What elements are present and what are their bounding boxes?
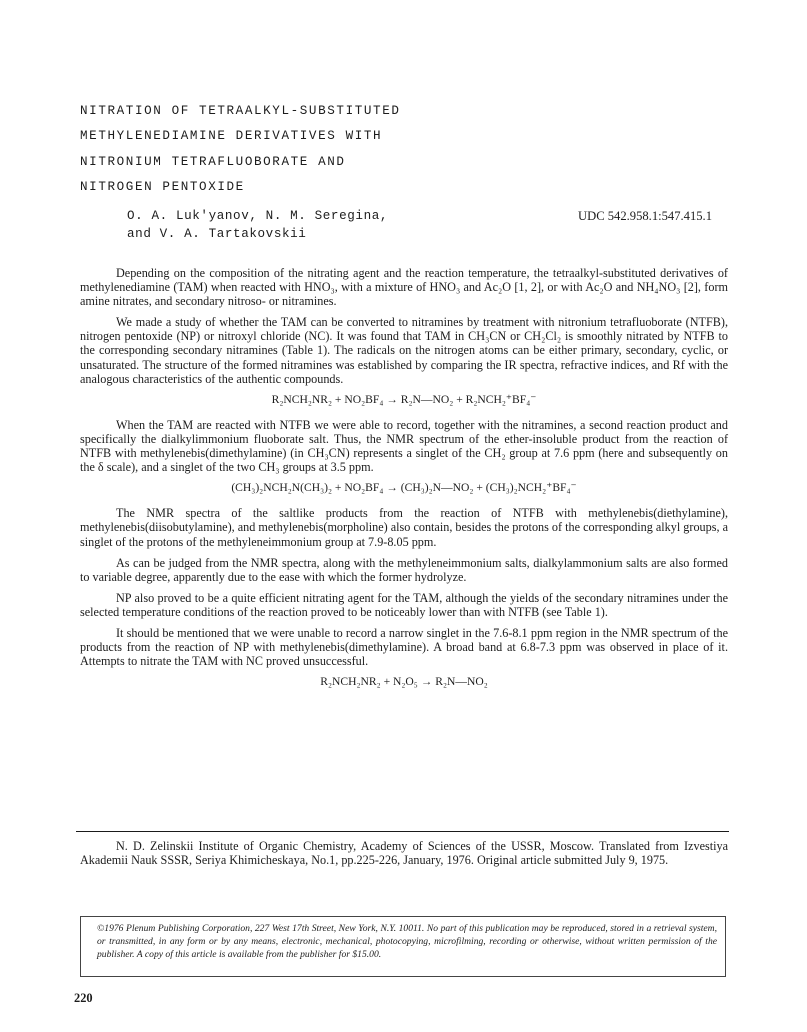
paragraph: Depending on the composition of the nitrating agent and the reaction temperature, the tetraalkyl-substituted derivatives of methylenediamine (TAM) when reacted with HNO₃, with a mixture of HNO₃ and Ac₂O [1, 2], or with Ac₂O and NH₄NO₃ [2], form amine nitrates, and secondary nitroso- or nitramines.	[80, 266, 728, 309]
reaction-equation: (CH₃)₂NCH₂N(CH₃)₂ + NO₂BF₄ → (CH₃)₂N—NO₂ + (CH₃)₂NCH₂⁺BF₄⁻	[231, 481, 577, 495]
footnote-divider	[76, 831, 729, 832]
author-line: O. A. Luk'yanov, N. M. Seregina,	[127, 209, 389, 223]
title-line: NITROGEN PENTOXIDE	[80, 179, 245, 194]
copyright-notice: ©1976 Plenum Publishing Corporation, 227 West 17th Street, New York, N.Y. 10011. No part of this publication may be reproduced, stored in a retrieval system, or transmitted, in any form or by any means, electronic, mechanical, photocopying, microfilming, recording or otherwise, without written permission of the publisher. A copy of this article is available from the publisher for $15.00.	[80, 916, 726, 977]
paragraph: When the TAM are reacted with NTFB we were able to record, together with the nitramines, a second reaction product and specifically the dialkylimmonium fluoborate salt. Thus, the NMR spectrum of the ether-insoluble product from the reaction of NTFB with methylenebis(dimethylamine) (in CH₃CN) represents a singlet of the CH₂ group at 7.6 ppm (here and subsequently on the δ scale), and a singlet of the two CH₃ groups at 3.5 ppm.	[80, 417, 728, 475]
page-number: 220	[74, 991, 93, 1005]
paragraph: As can be judged from the NMR spectra, along with the methyleneimmonium salts, dialkylammonium salts are also formed to variable degree, apparently due to the ease with which the former hydrolyze.	[80, 555, 728, 584]
reaction-equation: R₂NCH₂NR₂ + NO₂BF₄ → R₂N—NO₂ + R₂NCH₂⁺BF₄⁻	[271, 392, 537, 406]
author-line: and V. A. Tartakovskii	[127, 227, 307, 241]
title-line: METHYLENEDIAMINE DERIVATIVES WITH	[80, 129, 383, 144]
article-title	[80, 99, 401, 200]
author-list	[127, 207, 388, 243]
paragraph: The NMR spectra of the saltlike products from the reaction of NTFB with methylenebis(diethylamine), methylenebis(diisobutylamine), and methylenebis(morpholine) also contain, besides the protons of the corresponding alkyl groups, a singlet of the protons of the methyleneimmonium group at 7.9-8.05 ppm.	[80, 506, 728, 549]
paragraph: NP also proved to be a quite efficient nitrating agent for the TAM, although the yields of the secondary nitramines under the selected temperature conditions of the reaction proved to be noticeably lower than with NTFB (see Table 1).	[80, 590, 728, 619]
udc-code: UDC 542.958.1:547.415.1	[578, 209, 712, 223]
paragraph: We made a study of whether the TAM can be converted to nitramines by treatment with nitronium tetrafluoborate (NTFB), nitrogen pentoxide (NP) or nitroxyl chloride (NC). It was found that TAM in CH₃CN or CH₂Cl₂ is smoothly nitrated by NTFB to the corresponding secondary nitramines (Table 1). The radicals on the nitrogen atoms can be either primary, secondary, cyclic, or unsaturated. The structure of the formed nitramines was established by comparing the IR spectra, refractive indices, and Rf with the analogous characteristics of the authentic compounds.	[80, 315, 728, 386]
reaction-equation: R₂NCH₂NR₂ + N₂O₅ → R₂N—NO₂	[320, 675, 488, 689]
title-line: NITRATION OF TETRAALKYL-SUBSTITUTED	[80, 104, 401, 118]
title-line: NITRONIUM TETRAFLUOBORATE AND	[80, 154, 346, 169]
article-body	[80, 266, 728, 700]
affiliation-note: N. D. Zelinskii Institute of Organic Chemistry, Academy of Sciences of the USSR, Moscow. Translated from Izvestiya Akademii Nauk SSSR, Seriya Khimicheskaya, No.1, pp.225-226, January, 1976. Original article submitted July 9, 1975.	[80, 839, 728, 868]
paragraph: It should be mentioned that we were unable to record a narrow singlet in the 7.6-8.1 ppm region in the NMR spectrum of the products from the reaction of NP with methylenebis(dimethylamine). A broad band at 6.8-7.3 ppm was observed in place of it. Attempts to nitrate the TAM with NC proved unsuccessful.	[80, 625, 728, 669]
